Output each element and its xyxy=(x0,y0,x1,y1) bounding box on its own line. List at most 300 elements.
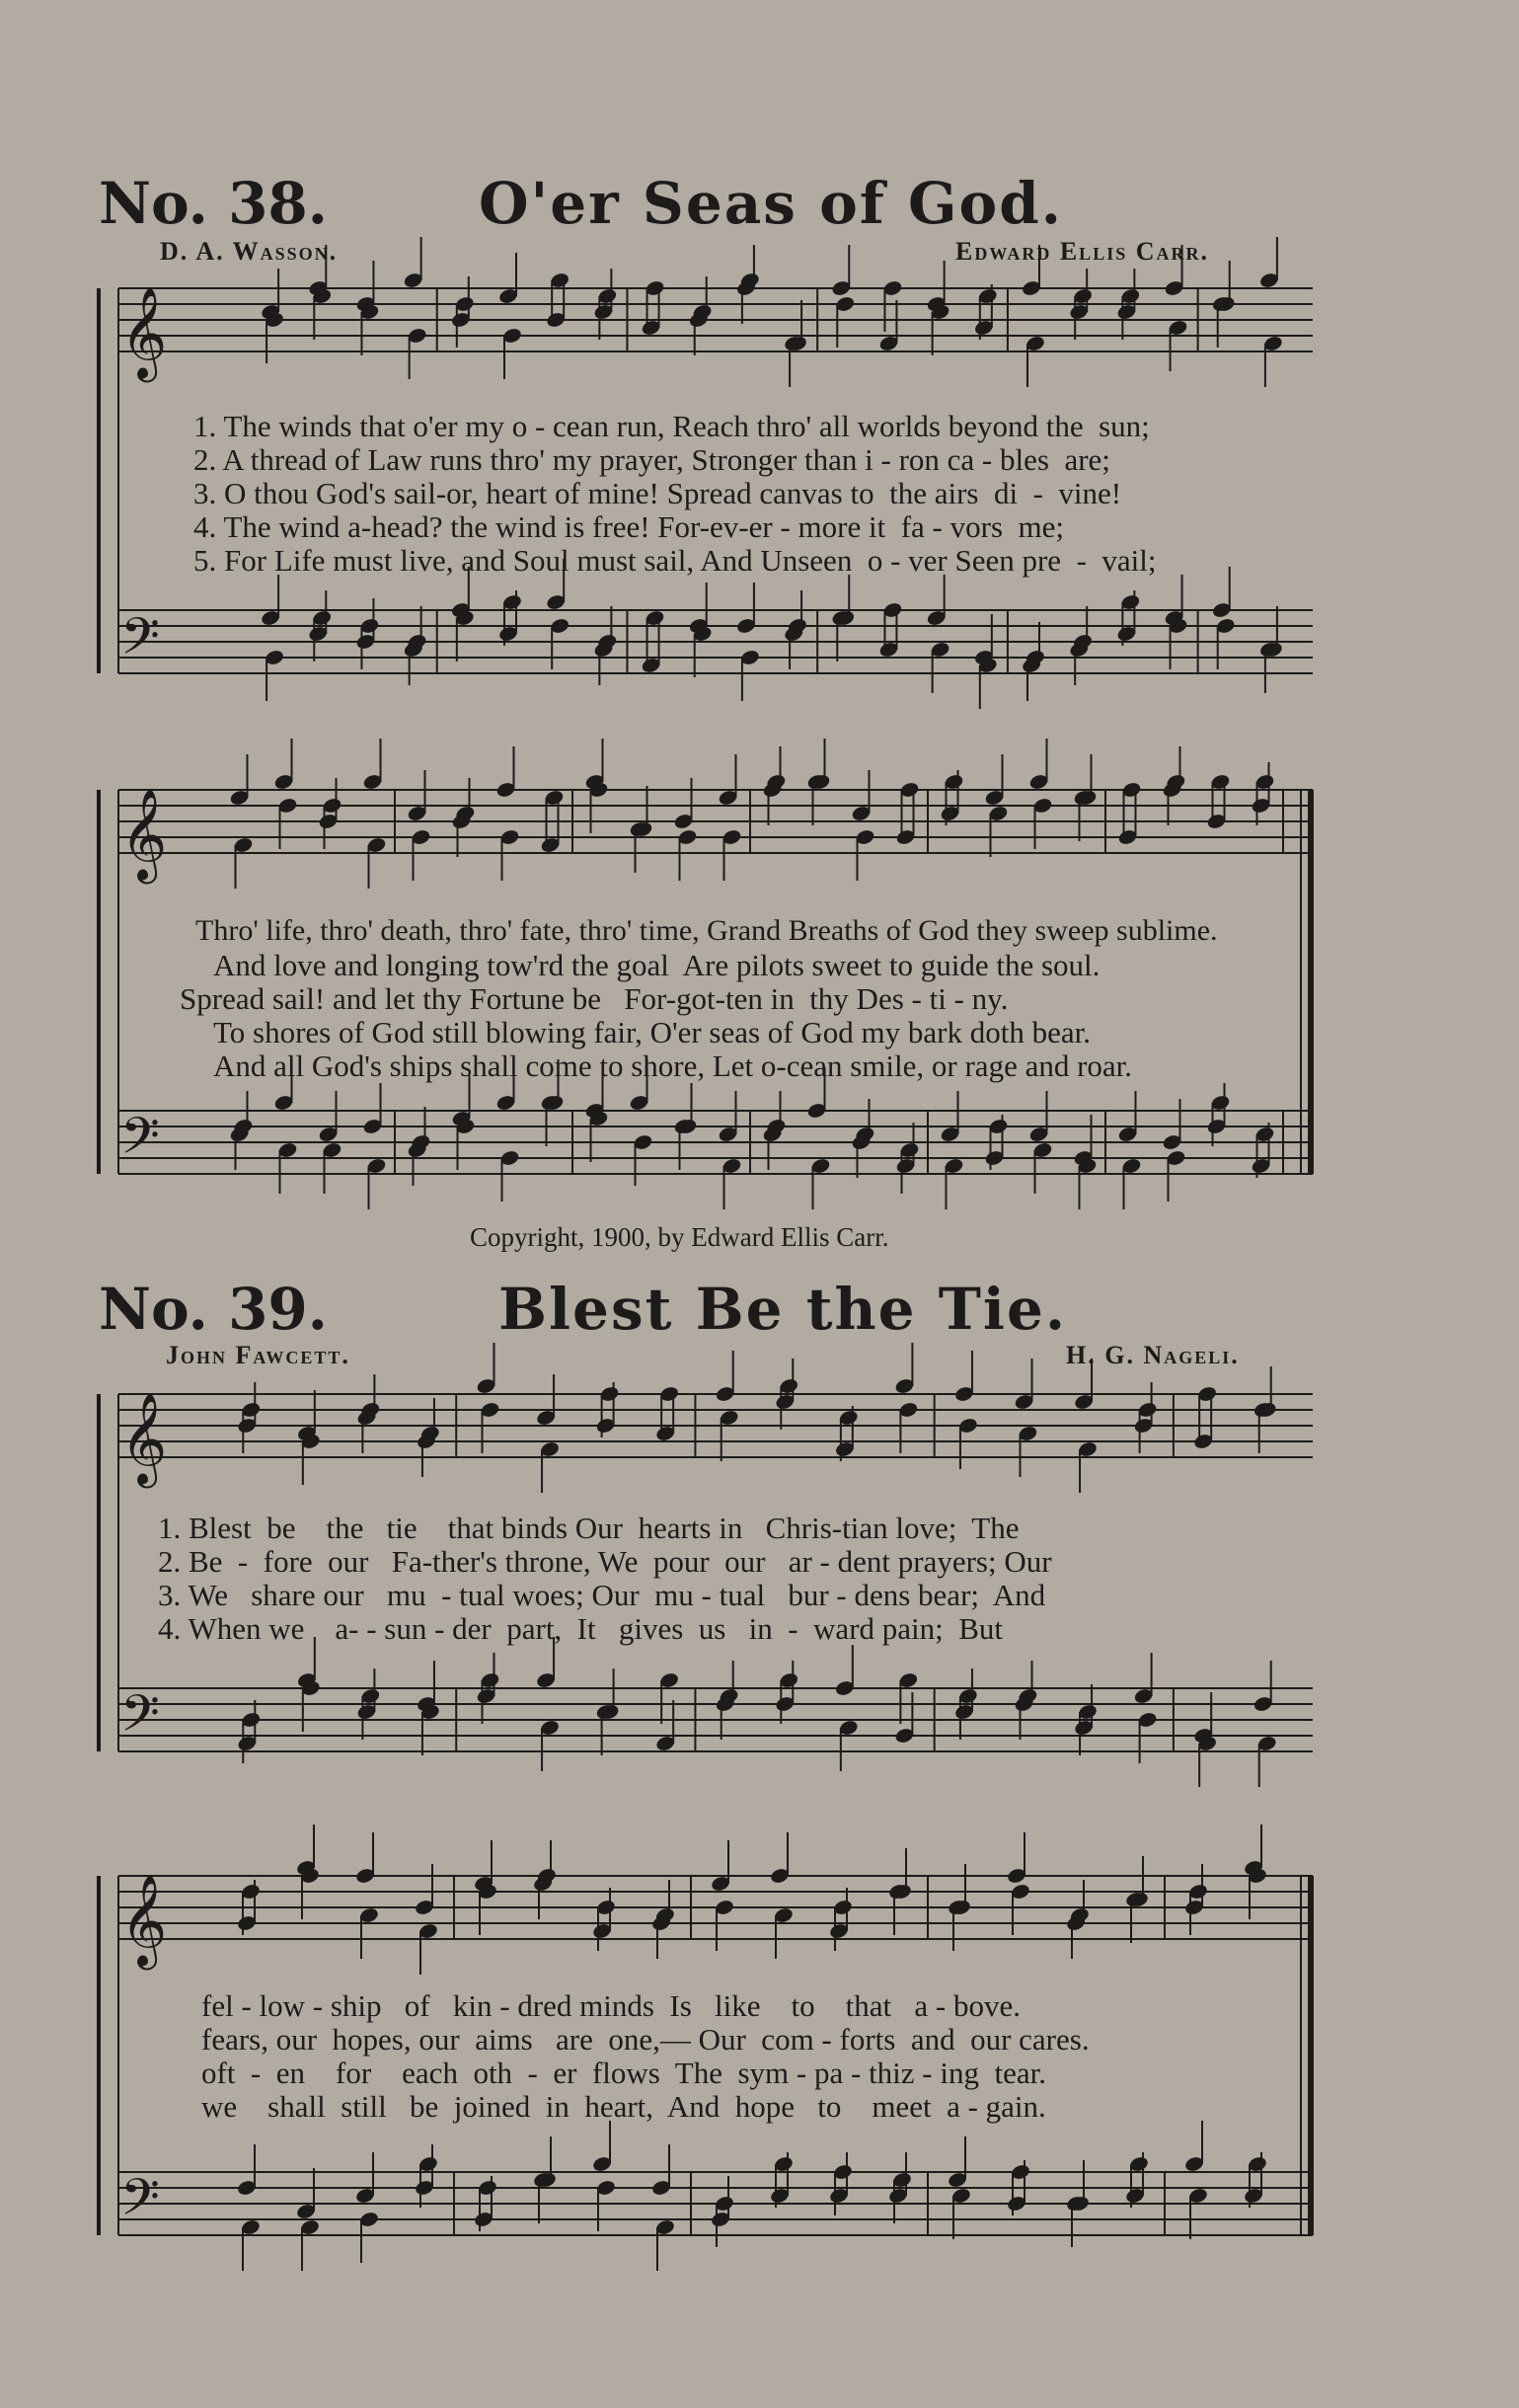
note-head xyxy=(1166,1149,1186,1167)
svg-text:𝄢: 𝄢 xyxy=(120,2167,160,2239)
hymn-38-verse-5-line-b: And all God's ships shall come to shore, Let o-cean smile, or rage and roar. xyxy=(213,1049,1133,1083)
note-head xyxy=(957,1417,978,1435)
note-head xyxy=(957,1687,978,1705)
note-head xyxy=(1243,1859,1263,1877)
note-head xyxy=(236,1914,257,1932)
note-head xyxy=(237,1735,258,1752)
note-head xyxy=(688,617,709,635)
note-head xyxy=(476,1687,496,1705)
note-head xyxy=(641,319,661,337)
note-head xyxy=(988,1118,1009,1135)
note-head xyxy=(355,295,376,313)
note-head xyxy=(629,820,649,838)
note-head xyxy=(499,1149,520,1167)
note-head xyxy=(454,609,475,627)
note-head xyxy=(895,828,916,846)
note-head xyxy=(851,1133,872,1151)
note-head xyxy=(1006,1867,1026,1885)
note-head xyxy=(658,1671,679,1689)
note-head xyxy=(984,789,1005,807)
note-head xyxy=(411,828,431,846)
hymn-38-verse-2-line-b: And love and longing tow'rd the goal Are pilots sweet to guide the soul. xyxy=(213,948,1101,982)
note-head xyxy=(501,327,522,345)
note-head xyxy=(1247,1867,1267,1885)
note-head xyxy=(835,295,856,313)
note-head xyxy=(762,781,783,799)
note-head xyxy=(692,303,713,321)
note-head xyxy=(1192,1433,1213,1450)
note-head xyxy=(762,1126,783,1143)
note-head xyxy=(264,311,284,329)
note-head xyxy=(1211,295,1232,313)
note-head xyxy=(477,2179,497,2197)
note-head xyxy=(1210,1094,1231,1112)
note-head xyxy=(451,1110,472,1127)
note-head xyxy=(735,617,756,635)
note-head xyxy=(1121,1157,1142,1175)
note-head xyxy=(977,287,998,305)
note-head xyxy=(1256,1401,1277,1419)
note-head xyxy=(783,335,803,352)
hymn-38-copyright: Copyright, 1900, by Edward Ellis Carr. xyxy=(470,1222,889,1252)
note-head xyxy=(450,311,471,329)
note-head xyxy=(236,2179,257,2197)
note-head xyxy=(831,609,852,627)
svg-text:𝄞: 𝄞 xyxy=(120,788,168,880)
note-head xyxy=(595,1703,616,1721)
note-head xyxy=(828,2187,849,2205)
note-head xyxy=(308,625,329,643)
note-head xyxy=(1215,295,1236,313)
hymn-39-verse-3-line-a: 3. We share our mu - tual woes; Our mu - tual bur - dens bear; And xyxy=(158,1578,1046,1612)
hymn-39-title: Blest Be the Tie. xyxy=(498,1276,1068,1343)
note-head xyxy=(1018,1687,1038,1705)
note-head xyxy=(1065,2195,1086,2213)
note-head xyxy=(1192,1727,1213,1745)
note-head xyxy=(1243,2187,1263,2205)
note-head xyxy=(240,1883,261,1901)
note-head xyxy=(973,649,994,666)
note-head xyxy=(322,1141,342,1159)
note-head xyxy=(354,1867,375,1885)
note-head xyxy=(233,836,254,854)
note-head xyxy=(241,1711,262,1729)
note-head xyxy=(595,1417,616,1435)
note-head xyxy=(497,625,518,643)
note-head xyxy=(308,279,329,297)
note-head xyxy=(1069,641,1090,659)
note-head xyxy=(739,272,760,289)
note-head xyxy=(544,789,565,807)
note-head xyxy=(810,773,831,791)
note-head xyxy=(296,1671,317,1689)
note-head xyxy=(495,1094,516,1112)
note-head xyxy=(1124,1891,1145,1908)
note-head xyxy=(1014,1695,1034,1713)
note-head xyxy=(599,1703,620,1721)
note-head xyxy=(654,1425,675,1442)
note-head xyxy=(692,625,713,643)
note-head xyxy=(722,1157,742,1175)
note-head xyxy=(1253,1401,1273,1419)
note-head xyxy=(588,781,609,799)
hymn-39-verse-1-line-a: 1. Blest be the tie that binds Our hearts in Chris-tian love; The xyxy=(158,1511,1020,1545)
hymn-38-music-by: Edward Ellis Carr. xyxy=(955,237,1209,266)
note-head xyxy=(1073,1393,1094,1411)
note-head xyxy=(1183,2155,1204,2173)
note-head xyxy=(356,1409,377,1427)
note-head xyxy=(322,797,342,815)
note-head xyxy=(926,295,947,313)
hymn-39-verse-2-line-b: fears, our hopes, our aims are one,— Our com - forts and our cares. xyxy=(201,2022,1090,2057)
note-head xyxy=(595,2179,616,2197)
note-head xyxy=(855,1126,875,1143)
note-head xyxy=(358,1906,379,1924)
note-head xyxy=(1196,1735,1217,1752)
note-head xyxy=(1206,813,1227,830)
note-head xyxy=(550,272,570,289)
hymn-38-verse-3-line-a: 3. O thou God's sail-or, heart of mine! Spread canvas to the airs di - vine! xyxy=(193,476,1122,510)
note-head xyxy=(354,2187,375,2205)
note-head xyxy=(1073,287,1094,305)
note-head xyxy=(229,1126,250,1143)
note-head xyxy=(1018,1425,1038,1442)
note-head xyxy=(735,279,756,297)
note-head xyxy=(739,649,760,666)
note-head xyxy=(898,1401,919,1419)
note-head xyxy=(1168,617,1188,635)
note-head xyxy=(318,1126,339,1143)
svg-text:𝄞: 𝄞 xyxy=(120,1874,168,1966)
hymn-39-number: No. 39. xyxy=(99,1276,328,1343)
note-head xyxy=(403,641,423,659)
note-head xyxy=(312,287,333,305)
hymn-39-verse-4-line-b: we shall still be joined in heart, And hope to meet a - gain. xyxy=(201,2089,1046,2124)
note-head xyxy=(532,2171,553,2189)
hymn-38-verse-4-line-b: To shores of God still blowing fair, O'er seas of God my bark doth bear. xyxy=(213,1015,1091,1049)
note-head xyxy=(1077,1703,1098,1721)
note-head xyxy=(366,1157,387,1175)
note-head xyxy=(233,1118,254,1135)
note-head xyxy=(540,836,561,854)
note-head xyxy=(450,601,471,619)
note-head xyxy=(1254,1126,1275,1143)
note-head xyxy=(241,1401,262,1419)
note-head xyxy=(591,2155,612,2173)
note-head xyxy=(766,773,787,791)
note-head xyxy=(540,1094,561,1112)
hymn-39-verse-2-line-a: 2. Be - fore our Fa-ther's throne, We pour our ar - dent prayers; Our xyxy=(158,1544,1052,1579)
note-head xyxy=(977,657,998,674)
note-head xyxy=(1251,1157,1271,1175)
note-head xyxy=(539,1719,560,1737)
note-head xyxy=(358,2211,379,2228)
svg-text:𝄢: 𝄢 xyxy=(120,606,160,678)
hymn-38-verse-3-line-b: Spread sail! and let thy Fortune be For-got-ten in thy Des - ti - ny. xyxy=(180,981,1009,1016)
note-head xyxy=(473,2211,494,2228)
note-head xyxy=(550,617,570,635)
note-head xyxy=(828,1922,849,1940)
note-head xyxy=(473,1875,494,1893)
hymn-39-verse-3-line-b: oft - en for each oth - er flows The sym - pa - thiz - ing tear. xyxy=(201,2056,1046,2090)
note-head xyxy=(783,625,803,643)
hymn-39-words-by: John Fawcett. xyxy=(166,1341,350,1369)
note-head xyxy=(1028,773,1049,791)
hymn-39-verse-4-line-a: 4. When we a- - sun - der part, It gives us in - ward pain; But xyxy=(158,1611,1004,1646)
note-head xyxy=(1262,641,1283,659)
note-head xyxy=(891,1883,912,1901)
note-head xyxy=(480,1671,500,1689)
note-head xyxy=(810,1157,831,1175)
note-head xyxy=(240,2218,261,2236)
note-head xyxy=(296,1425,317,1442)
note-head xyxy=(1010,2163,1030,2181)
note-head xyxy=(414,2179,434,2197)
note-head xyxy=(273,1094,294,1112)
note-head xyxy=(591,1922,612,1940)
note-head xyxy=(229,789,250,807)
note-head xyxy=(1247,2155,1267,2173)
note-head xyxy=(835,609,856,627)
note-head xyxy=(658,1385,679,1403)
note-head xyxy=(838,1719,859,1737)
note-head xyxy=(677,1118,698,1135)
note-head xyxy=(451,813,472,830)
note-head xyxy=(593,641,614,659)
note-head xyxy=(300,1679,321,1697)
note-head xyxy=(295,2203,316,2220)
note-head xyxy=(359,303,380,321)
note-head xyxy=(1025,335,1045,352)
note-head xyxy=(714,1899,734,1916)
note-head xyxy=(984,1149,1005,1167)
note-head xyxy=(362,1118,383,1135)
note-head xyxy=(1183,1899,1204,1916)
note-head xyxy=(536,2171,557,2189)
hymn-38-verse-1-line-b: Thro' life, thro' death, thro' fate, thro' time, Grand Breaths of God they sweep sublime. xyxy=(195,914,1218,947)
note-head xyxy=(947,2171,967,2189)
note-head xyxy=(1120,593,1141,611)
note-head xyxy=(940,1126,960,1143)
note-head xyxy=(878,641,899,659)
note-head xyxy=(769,1867,790,1885)
note-head xyxy=(454,295,475,313)
note-head xyxy=(898,1671,919,1689)
note-head xyxy=(360,1687,381,1705)
note-head xyxy=(645,279,665,297)
note-head xyxy=(599,1385,620,1403)
hymn-39-verse-1-line-b: fel - low - ship of kin - dred minds Is like to that a - bove. xyxy=(201,1988,1021,2023)
note-head xyxy=(899,1141,920,1159)
note-head xyxy=(1120,287,1141,305)
note-head xyxy=(953,1703,974,1721)
note-head xyxy=(779,1671,799,1689)
note-head xyxy=(719,1687,739,1705)
note-head xyxy=(237,1417,258,1435)
note-head xyxy=(895,1157,916,1175)
note-head xyxy=(899,781,920,799)
note-head xyxy=(312,609,333,627)
note-head xyxy=(953,1385,974,1403)
note-head xyxy=(894,1727,915,1745)
note-head xyxy=(499,828,520,846)
note-head xyxy=(1032,1141,1053,1159)
note-head xyxy=(544,1094,565,1112)
note-head xyxy=(834,1440,855,1458)
note-head xyxy=(299,2218,320,2236)
note-head xyxy=(480,1401,500,1419)
note-head xyxy=(1073,633,1094,651)
note-head xyxy=(714,2195,734,2213)
note-head xyxy=(1164,609,1184,627)
note-head xyxy=(673,1118,694,1135)
note-head xyxy=(355,633,376,651)
note-head xyxy=(407,805,427,822)
note-head xyxy=(1137,1711,1158,1729)
hymn-38-verse-1-line-a: 1. The winds that o'er my o - cean run, Reach thro' all worlds beyond the sun; xyxy=(193,409,1150,443)
note-head xyxy=(673,813,694,830)
note-head xyxy=(1010,1883,1030,1901)
hymn-39-music-by: H. G. Nageli. xyxy=(1066,1341,1240,1369)
note-head xyxy=(1168,319,1188,337)
note-head xyxy=(1069,303,1090,321)
note-head xyxy=(769,2187,790,2205)
note-head xyxy=(1065,1914,1086,1932)
note-head xyxy=(1124,2187,1145,2205)
note-head xyxy=(710,2211,730,2228)
note-head xyxy=(260,609,280,627)
note-head xyxy=(299,1867,320,1885)
note-head xyxy=(654,1906,675,1924)
note-head xyxy=(851,805,872,822)
note-head xyxy=(264,649,284,666)
note-head xyxy=(407,633,427,651)
note-head xyxy=(1021,279,1041,297)
note-head xyxy=(597,633,618,651)
note-head xyxy=(887,1883,908,1901)
note-head xyxy=(536,1867,557,1885)
note-head xyxy=(1025,649,1045,666)
note-head xyxy=(411,1133,431,1151)
note-head xyxy=(891,2171,912,2189)
note-head xyxy=(418,2155,438,2173)
note-head xyxy=(476,1377,496,1395)
note-head xyxy=(654,2218,675,2236)
hymn-38-verse-2-line-a: 2. A thread of Law runs thro' my prayer, Stronger than i - ron ca - bles are; xyxy=(193,442,1110,477)
note-head xyxy=(588,1110,609,1127)
note-head xyxy=(273,773,294,791)
hymn-38-title: O'er Seas of God. xyxy=(479,170,1063,237)
note-head xyxy=(1133,1687,1154,1705)
note-head xyxy=(416,1695,436,1713)
note-head xyxy=(1014,1393,1034,1411)
note-head xyxy=(407,327,427,345)
note-head xyxy=(1166,773,1186,791)
note-head xyxy=(766,1118,787,1135)
note-head xyxy=(1128,1891,1149,1908)
note-head xyxy=(641,657,661,674)
note-head xyxy=(539,1440,560,1458)
note-head xyxy=(455,805,476,822)
note-head xyxy=(1073,789,1094,807)
note-head xyxy=(779,1377,799,1395)
note-head xyxy=(1116,625,1137,643)
note-head xyxy=(773,2155,794,2173)
note-head xyxy=(416,1433,436,1450)
note-head xyxy=(773,1906,794,1924)
note-head xyxy=(546,593,567,611)
note-head xyxy=(1077,1157,1098,1175)
note-head xyxy=(407,1141,427,1159)
note-head xyxy=(1162,1133,1182,1151)
note-head xyxy=(495,781,516,799)
note-head xyxy=(318,813,339,830)
note-head xyxy=(1069,2195,1090,2213)
note-head xyxy=(633,820,653,838)
note-head xyxy=(1211,601,1232,619)
note-head xyxy=(419,1425,440,1442)
note-head xyxy=(1117,828,1138,846)
note-head xyxy=(882,601,903,619)
note-head xyxy=(1187,1883,1208,1901)
note-head xyxy=(414,1899,434,1916)
note-head xyxy=(546,311,567,329)
note-head xyxy=(718,789,738,807)
note-head xyxy=(950,1899,971,1916)
note-head xyxy=(477,1883,497,1901)
note-head xyxy=(501,593,522,611)
note-head xyxy=(455,1118,476,1135)
note-head xyxy=(650,1914,671,1932)
hymn-38-words-by: D. A. Wasson. xyxy=(160,237,339,266)
note-head xyxy=(356,1703,377,1721)
note-head xyxy=(584,773,605,791)
note-head xyxy=(1128,2155,1149,2173)
note-head xyxy=(787,335,807,352)
note-head xyxy=(497,287,518,305)
note-head xyxy=(947,1899,967,1916)
note-head xyxy=(973,319,994,337)
note-head xyxy=(1021,657,1041,674)
note-head xyxy=(277,797,298,815)
note-head xyxy=(926,609,947,627)
note-head xyxy=(1006,2195,1026,2213)
note-head xyxy=(1032,797,1053,815)
note-head xyxy=(366,836,387,854)
note-head xyxy=(832,2163,853,2181)
note-head xyxy=(719,1409,739,1427)
note-head xyxy=(645,609,665,627)
note-head xyxy=(1196,1385,1217,1403)
note-head xyxy=(944,773,964,791)
note-head xyxy=(1162,781,1182,799)
note-head xyxy=(1117,1126,1138,1143)
note-head xyxy=(775,1393,796,1411)
note-head xyxy=(419,1703,440,1721)
note-head xyxy=(806,773,827,791)
note-head xyxy=(595,1899,616,1916)
note-head xyxy=(677,828,698,846)
note-head xyxy=(360,1401,381,1419)
note-head xyxy=(1187,2187,1208,2205)
note-head xyxy=(359,617,380,635)
note-head xyxy=(1206,1118,1227,1135)
note-head xyxy=(1251,797,1271,815)
note-head xyxy=(418,1922,438,1940)
note-head xyxy=(1258,641,1279,659)
note-head xyxy=(950,2187,971,2205)
note-head xyxy=(887,2187,908,2205)
